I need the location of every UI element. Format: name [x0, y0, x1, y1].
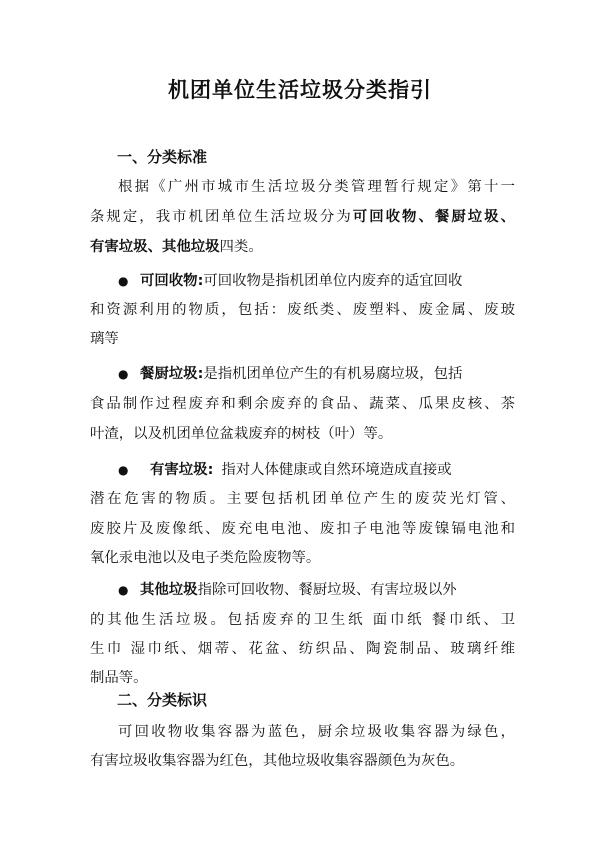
section-heading-classification-standard: 一、分类标准	[117, 148, 208, 166]
item-kitchen-waste-line-1: ● 餐厨垃圾:是指机团单位产生的有机易腐垃圾，包括	[118, 359, 515, 389]
item-hazardous-waste-line-3: 废胶片及废像纸、废充电电池、废扣子电池等废镍镉电池和	[90, 521, 515, 537]
item-other-waste-line-2: 的其他生活垃圾。包括废弃的卫生纸 面巾纸 餐巾纸、卫	[90, 612, 515, 628]
item-recyclables-line-1: ● 可回收物:可回收物是指机团单位内废弃的适宜回收	[118, 266, 515, 296]
bullet-icon: ●	[118, 367, 129, 381]
item-other-waste-line-4: 制品等。	[90, 670, 148, 686]
item-hazardous-waste-line-2: 潜在危害的物质。主要包括机团单位产生的废荧光灯管、	[90, 491, 515, 507]
bullet-icon: ●	[118, 463, 129, 477]
intro-categories-bold: 可回收物、餐厨垃圾、	[352, 209, 515, 225]
item-kitchen-waste-line-3: 叶渣，以及机团单位盆栽废弃的树枝（叶）等。	[90, 426, 393, 442]
section2-line-1: 可回收物收集容器为蓝色，厨余垃圾收集容器为绿色，	[118, 724, 515, 740]
section2-line-2: 有害垃圾收集容器为红色，其他垃圾收集容器颜色为灰色。	[90, 753, 465, 769]
item-term-hazardous-waste: 有害垃圾:	[150, 462, 214, 478]
item-term-kitchen-waste: 餐厨垃圾:	[140, 366, 204, 382]
item-term-recyclables: 可回收物:	[140, 273, 204, 289]
item-recyclables-line-2: 和资源利用的物质，包括：废纸类、废塑料、废金属、废玻	[90, 302, 515, 318]
item-hazardous-waste-line-1: ● 有害垃圾: 指对人体健康或自然环境造成直接或	[118, 455, 515, 485]
item-kitchen-waste-line-2: 食品制作过程废弃和剩余废弃的食品、蔬菜、瓜果皮核、茶	[90, 396, 515, 412]
item-hazardous-waste-line-4: 氧化汞电池以及电子类危险废物等。	[90, 550, 321, 566]
bullet-icon: ●	[118, 274, 129, 288]
item-term-other-waste: 其他垃圾	[140, 582, 198, 598]
document-title: 机团单位生活垃圾分类指引	[168, 78, 432, 102]
bullet-icon: ●	[118, 583, 129, 597]
intro-line-1: 根据《广州市城市生活垃圾分类管理暂行规定》第十一	[118, 179, 515, 195]
item-other-waste-line-3: 生巾 湿巾纸、烟蒂、花盆、纺织品、陶瓷制品、玻璃纤维	[90, 641, 515, 657]
item-other-waste-line-1: ● 其他垃圾指除可回收物、餐厨垃圾、有害垃圾以外	[118, 575, 515, 605]
intro-line-2: 条规定，我市机团单位生活垃圾分为可回收物、餐厨垃圾、	[90, 209, 515, 225]
section-heading-classification-labels: 二、分类标识	[117, 691, 208, 709]
intro-categories-bold-2: 有害垃圾、其他垃圾	[90, 239, 220, 255]
item-recyclables-line-3: 璃等	[90, 331, 119, 347]
intro-line-3: 有害垃圾、其他垃圾四类。	[90, 239, 263, 255]
